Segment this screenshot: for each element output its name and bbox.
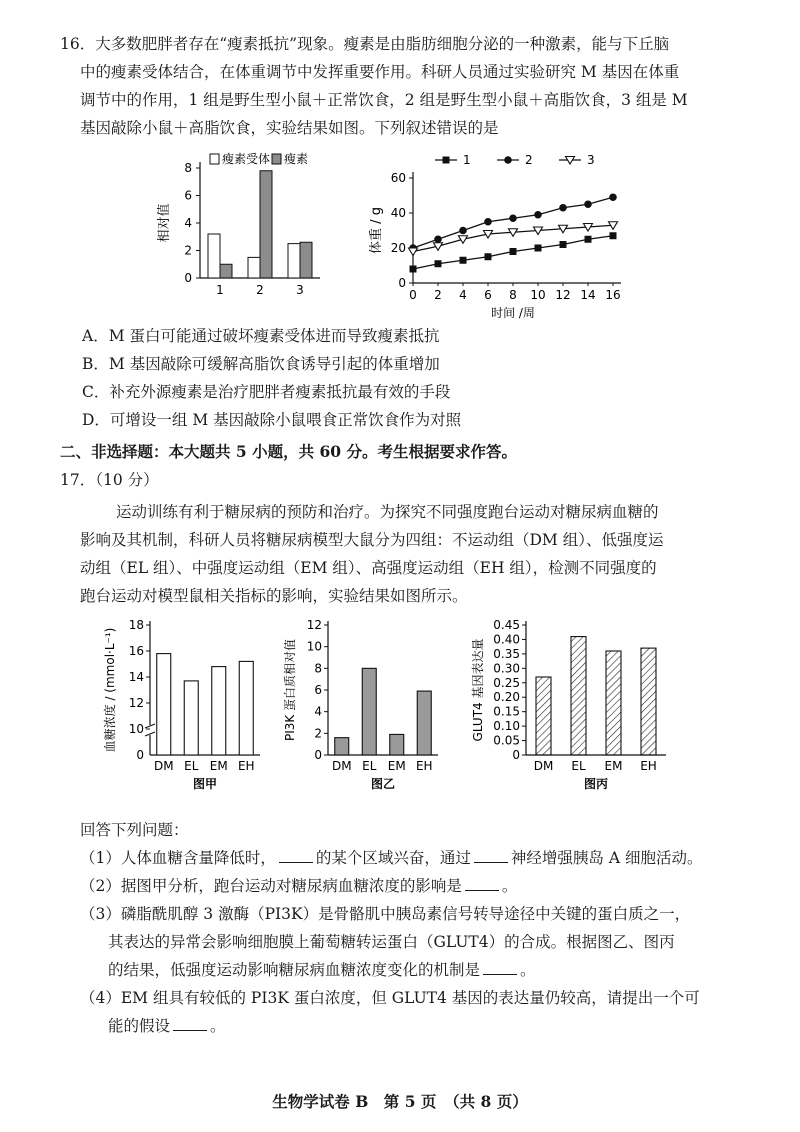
- bar-EM: [606, 651, 621, 755]
- legend-marker: [504, 156, 512, 164]
- figure-caption: 图丙: [583, 777, 609, 791]
- point-2: [434, 235, 442, 243]
- legend-label: 1: [463, 153, 471, 167]
- point-2: [559, 204, 567, 212]
- x-tick-label: EH: [640, 759, 657, 773]
- bar-瘦素: [300, 242, 312, 278]
- x-tick-label: DM: [153, 759, 174, 773]
- point-2: [534, 211, 542, 219]
- point-1: [610, 232, 617, 239]
- x-tick-label: EM: [387, 759, 406, 773]
- y-tick-label: 0.25: [493, 675, 520, 690]
- sub3-text-b: 。: [520, 961, 536, 979]
- bar-瘦素受体: [288, 244, 300, 278]
- x-tick-label: 0: [409, 288, 417, 302]
- sub4-text-b: 。: [210, 1017, 226, 1035]
- y-tick-label: 0.20: [493, 690, 520, 705]
- y-tick-label: 0: [184, 271, 192, 285]
- sub-question-4-line-2: [108, 1014, 226, 1036]
- x-tick-label: 8: [509, 288, 517, 302]
- x-tick-label: DM: [533, 759, 554, 773]
- x-axis-label: 时间 /周: [491, 306, 535, 320]
- y-axis-label: PI3K 蛋白质相对值: [283, 638, 297, 742]
- y-tick-label: 60: [390, 171, 406, 185]
- x-tick-label: 6: [484, 288, 492, 302]
- bar-EM: [212, 667, 226, 755]
- bar-EH: [641, 648, 656, 755]
- bar-瘦素受体: [248, 257, 260, 278]
- x-tick-label: EL: [184, 759, 199, 773]
- sub1-text-c: 神经增强胰岛 A 细胞活动。: [510, 849, 703, 867]
- x-tick-label: EH: [237, 759, 255, 773]
- sub-question-3-line-3: [108, 958, 536, 980]
- sub4-blank[interactable]: [173, 1016, 207, 1031]
- q17-line-4: 跑台运动对模型鼠相关指标的影响，实验结果如图所示。: [80, 587, 468, 605]
- y-tick-label: 0.35: [493, 646, 520, 661]
- bar-DM: [157, 654, 171, 755]
- point-1: [410, 266, 417, 273]
- answer-intro: 回答下列问题：: [80, 821, 189, 839]
- point-1: [460, 257, 467, 264]
- point-1: [560, 241, 567, 248]
- y-axis-label: 血糖浓度 / (mmol·L⁻¹): [103, 627, 117, 753]
- y-tick-label: 10: [306, 639, 322, 654]
- point-1: [585, 236, 592, 243]
- y-tick-label: 40: [390, 206, 406, 220]
- q16-option-c: C．补充外源瘦素是治疗肥胖者瘦素抵抗最有效的手段: [82, 383, 451, 401]
- y-tick-label: 10: [128, 722, 144, 736]
- sub-question-3-line-1: （3）磷脂酰肌醇 3 激酶（PI3K）是骨骼肌中胰岛素信号转导途径中关键的蛋白质之一，: [80, 905, 691, 923]
- section-2-heading: 二、非选择题：本大题共 5 小题，共 60 分。考生根据要求作答。: [60, 442, 517, 461]
- q16-line-4: 基因敲除小鼠＋高脂饮食，实验结果如图。下列叙述错误的是: [80, 119, 499, 137]
- bar-EL: [362, 668, 376, 755]
- pi3k-bar-chart: [282, 615, 452, 795]
- legend-swatch: [272, 154, 281, 164]
- figure-caption: 图甲: [192, 777, 218, 791]
- legend-label: 2: [525, 153, 533, 167]
- sub1-blank-1[interactable]: [279, 848, 313, 863]
- q16-option-a: A．M 蛋白可能通过破坏瘦素受体进而导致瘦素抵抗: [82, 327, 440, 345]
- y-tick-label: 0.40: [493, 632, 520, 647]
- x-tick-label: EL: [571, 759, 586, 773]
- x-tick-label: EM: [604, 759, 623, 773]
- point-2: [484, 218, 492, 226]
- q16-line-2: 中的瘦素受体结合，在体重调节中发挥重要作用。科研人员通过实验研究 M 基因在体重: [80, 63, 680, 81]
- x-tick-label: EL: [362, 759, 377, 773]
- y-tick-label: 4: [184, 216, 192, 230]
- sub-question-2: [80, 874, 517, 896]
- point-1: [510, 248, 517, 255]
- legend-marker: [443, 157, 450, 164]
- y-tick-label: 0: [398, 276, 406, 290]
- leptin-bar-chart: [150, 148, 340, 308]
- bar-EM: [390, 734, 404, 755]
- y-tick-label: 0: [512, 748, 520, 762]
- x-tick-label: 10: [530, 288, 546, 302]
- bar-EH: [417, 691, 431, 755]
- x-tick-label: 1: [216, 283, 224, 297]
- bar-瘦素: [220, 264, 232, 278]
- y-tick-label: 0.30: [493, 661, 520, 676]
- bar-EL: [571, 637, 586, 755]
- point-3: [409, 248, 418, 256]
- page-footer: 生物学试卷 B 第 5 页 （共 8 页）: [272, 1092, 528, 1111]
- x-tick-label: EH: [415, 759, 433, 773]
- blood-glucose-bar-chart: [100, 615, 270, 795]
- x-tick-label: 3: [296, 283, 304, 297]
- x-tick-label: 16: [605, 288, 621, 302]
- sub-question-4-line-1: （4）EM 组具有较低的 PI3K 蛋白浓度，但 GLUT4 基因的表达量仍较高，请提出一个可: [80, 989, 700, 1007]
- bar-DM: [335, 738, 349, 755]
- q16-line-3: 调节中的作用，1 组是野生型小鼠＋正常饮食，2 组是野生型小鼠＋高脂饮食，3 组是 M: [80, 91, 688, 109]
- point-2: [509, 214, 517, 222]
- y-tick-label: 4: [314, 704, 322, 719]
- x-tick-label: 2: [256, 283, 264, 297]
- y-tick-label: 16: [128, 644, 144, 658]
- y-axis-label: 体重 / g: [369, 207, 384, 254]
- y-tick-label: 6: [314, 683, 322, 697]
- sub-question-3-line-2: 其表达的异常会影响细胞膜上葡萄糖转运蛋白（GLUT4）的合成。根据图乙、图丙: [108, 933, 675, 951]
- y-tick-label: 18: [128, 618, 144, 632]
- bar-DM: [536, 677, 551, 755]
- sub3-blank[interactable]: [483, 960, 517, 975]
- y-tick-label: 20: [390, 241, 406, 255]
- q17-line-1: 运动训练有利于糖尿病的预防和治疗。为探究不同强度跑台运动对糖尿病血糖的: [116, 503, 659, 521]
- y-tick-label: 12: [128, 696, 144, 710]
- legend-swatch: [210, 154, 219, 164]
- bar-EL: [184, 681, 198, 755]
- y-tick-label: 14: [128, 670, 144, 684]
- point-2: [584, 200, 592, 208]
- y-tick-label: 0.05: [493, 733, 520, 748]
- y-tick-label: 6: [184, 188, 192, 203]
- y-tick-label: 8: [184, 161, 192, 175]
- point-1: [485, 253, 492, 260]
- body-weight-line-chart: [365, 148, 625, 323]
- sub1-blank-2[interactable]: [474, 848, 508, 863]
- q17-number: 17．（10 分）: [60, 471, 159, 489]
- sub4-text-a: 能的假设: [108, 1017, 171, 1035]
- y-tick-label: 0: [136, 748, 144, 762]
- q17-line-2: 影响及其机制，科研人员将糖尿病模型大鼠分为四组：不运动组（DM 组）、低强度运: [80, 531, 664, 549]
- figure-caption: 图乙: [370, 777, 396, 791]
- y-tick-label: 2: [184, 243, 192, 258]
- sub1-text-b: 的某个区域兴奋，通过: [315, 849, 471, 867]
- x-tick-label: 12: [555, 288, 571, 302]
- q17-line-3: 动组（EL 组）、中强度运动组（EM 组）、高强度运动组（EH 组），检测不同强度的: [80, 559, 657, 577]
- x-tick-label: 2: [434, 288, 442, 302]
- y-tick-label: 0.15: [493, 704, 520, 719]
- y-axis-label: 相对值: [157, 203, 172, 243]
- bar-EH: [239, 661, 253, 755]
- sub3-text-a: 的结果，低强度运动影响糖尿病血糖浓度变化的机制是: [108, 961, 481, 979]
- y-tick-label: 0.10: [493, 719, 520, 734]
- point-2: [609, 193, 617, 201]
- y-tick-label: 0: [314, 748, 322, 762]
- sub2-text-a: （2）据图甲分析，跑台运动对糖尿病血糖浓度的影响是: [80, 877, 462, 895]
- bar-瘦素受体: [208, 234, 220, 278]
- y-tick-label: 8: [314, 661, 322, 676]
- legend-label: 瘦素受体: [222, 152, 271, 166]
- x-tick-label: DM: [331, 759, 352, 773]
- q16-option-d: D．可增设一组 M 基因敲除小鼠喂食正常饮食作为对照: [82, 411, 462, 429]
- y-axis-label: GLUT4 基因表达量: [471, 638, 485, 742]
- sub1-text-a: （1）人体血糖含量降低时，: [80, 849, 276, 867]
- legend-label: 瘦素: [284, 152, 309, 166]
- y-tick-label: 12: [306, 618, 322, 632]
- sub-question-1: [80, 846, 702, 868]
- bar-瘦素: [260, 171, 272, 278]
- point-1: [535, 245, 542, 252]
- sub2-blank[interactable]: [465, 876, 499, 891]
- y-tick-label: 2: [314, 726, 322, 741]
- x-tick-label: 4: [459, 288, 467, 302]
- point-1: [435, 260, 442, 267]
- legend-label: 3: [587, 153, 595, 167]
- q16-line-1: 16．大多数肥胖者存在“瘦素抵抗”现象。瘦素是由脂肪细胞分泌的一种激素，能与下丘脑: [60, 35, 670, 53]
- x-tick-label: 14: [580, 288, 596, 302]
- x-tick-label: EM: [209, 759, 228, 773]
- y-tick-label: 0.45: [493, 618, 520, 632]
- q16-option-b: B．M 基因敲除可缓解高脂饮食诱导引起的体重增加: [82, 355, 440, 373]
- point-2: [459, 227, 467, 235]
- glut4-bar-chart: [470, 615, 680, 795]
- sub2-text-b: 。: [501, 877, 518, 895]
